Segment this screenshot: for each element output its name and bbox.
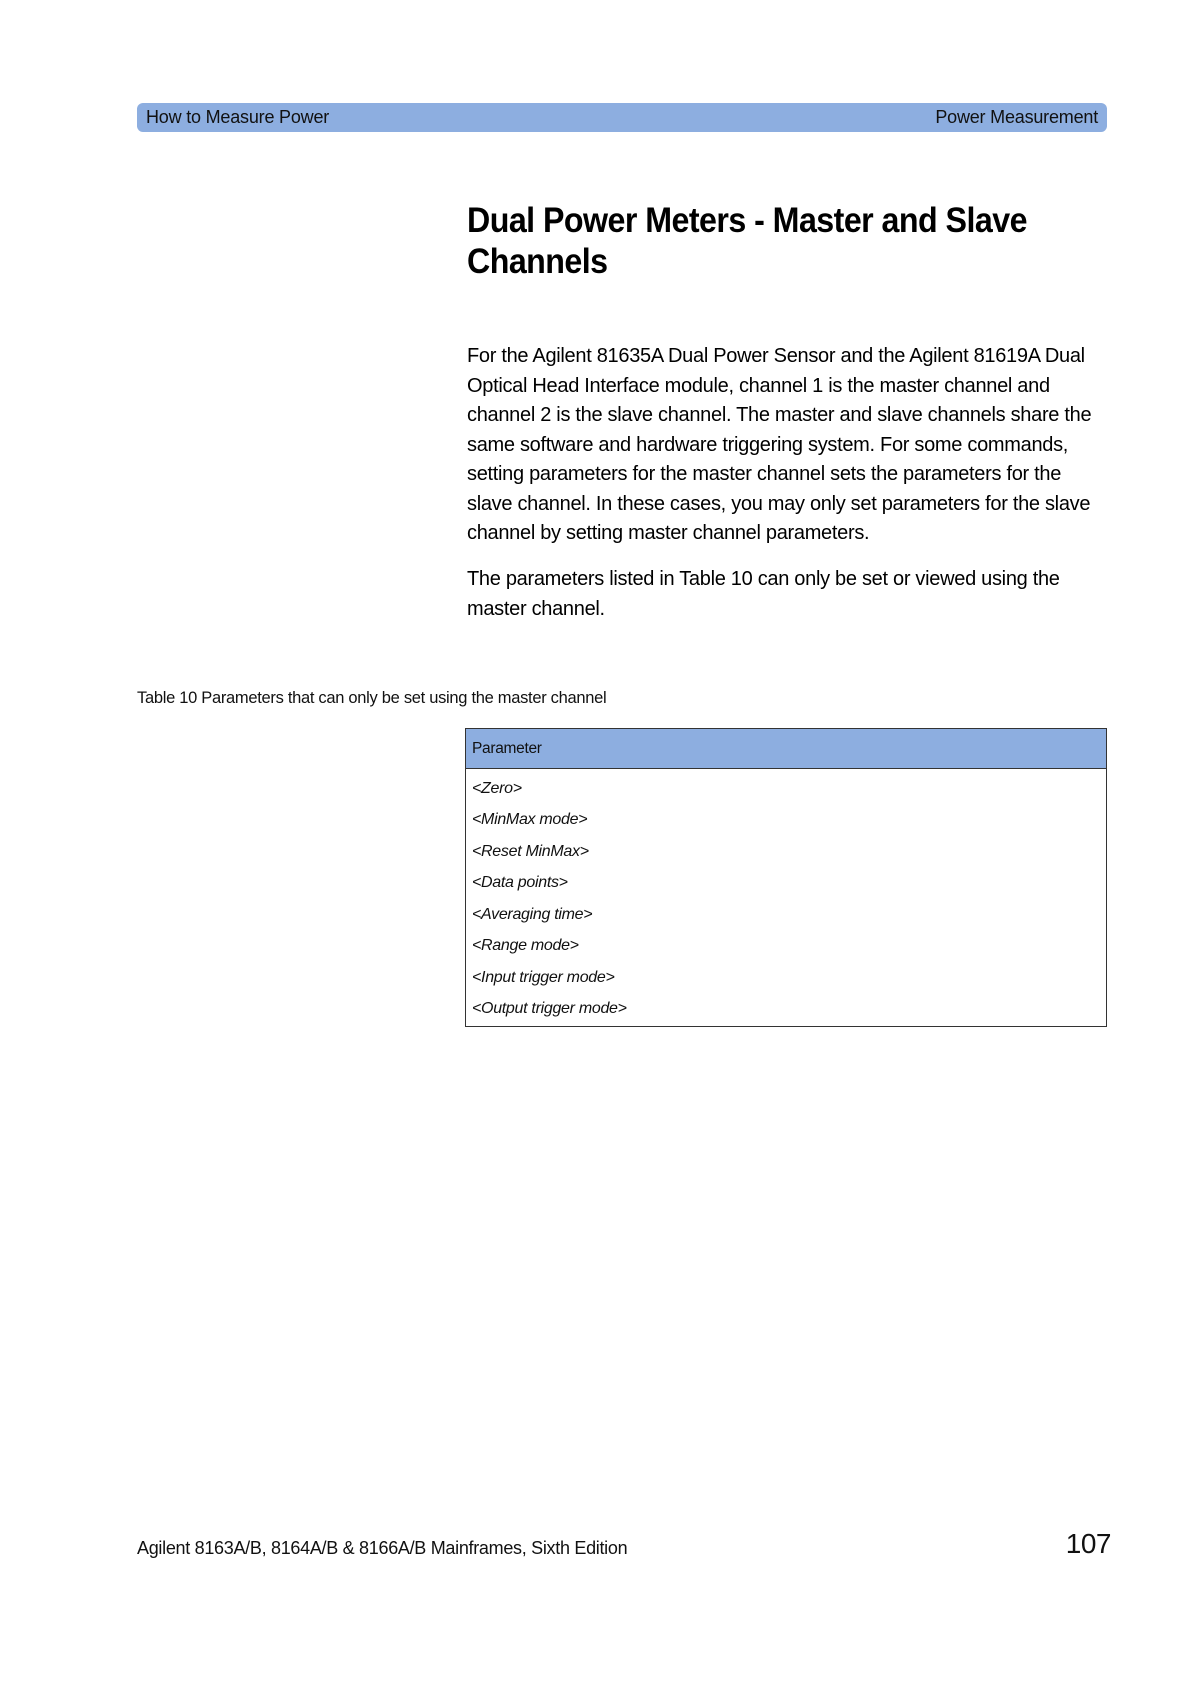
- table-row: <Zero>: [472, 779, 522, 797]
- header-section-title: Power Measurement: [935, 107, 1098, 127]
- table-header-cell: Parameter: [466, 729, 1106, 769]
- body-paragraph-2: The parameters listed in Table 10 can only be set or viewed using the master channel.: [467, 568, 1060, 620]
- running-header: [137, 103, 1107, 132]
- body-paragraph-1: For the Agilent 81635A Dual Power Sensor and the Agilent 81619A Dual Optical Head Interface module, channel 1 is the master channel and channel 2 is the slave channel. The master and slave channels share the same software and hardware triggering system. For some commands, setting parameters for the master channel sets the parameters for the slave channel. In these cases, you may only set parameters for the slave channel by setting master channel parameters.: [467, 345, 1092, 544]
- table-row: <Output trigger mode>: [472, 1000, 627, 1018]
- footer-edition: Agilent 8163A/B, 8164A/B & 8166A/B Mainframes, Sixth Edition: [137, 1538, 628, 1558]
- parameters-table: [465, 728, 1107, 1027]
- header-chapter-title: How to Measure Power: [146, 107, 330, 127]
- table-caption: Table 10 Parameters that can only be set using the master channel: [137, 689, 607, 707]
- table-row: <Range mode>: [472, 937, 579, 955]
- table-body: [466, 769, 1106, 1026]
- section-title: Dual Power Meters - Master and Slave Channels: [467, 201, 1027, 281]
- table-row: <Averaging time>: [472, 905, 593, 923]
- table-row: <MinMax mode>: [472, 811, 588, 829]
- page-number: 107: [1065, 1528, 1111, 1559]
- table-row: <Reset MinMax>: [472, 842, 589, 860]
- table-row: <Input trigger mode>: [472, 968, 615, 986]
- table-row: <Data points>: [472, 874, 568, 892]
